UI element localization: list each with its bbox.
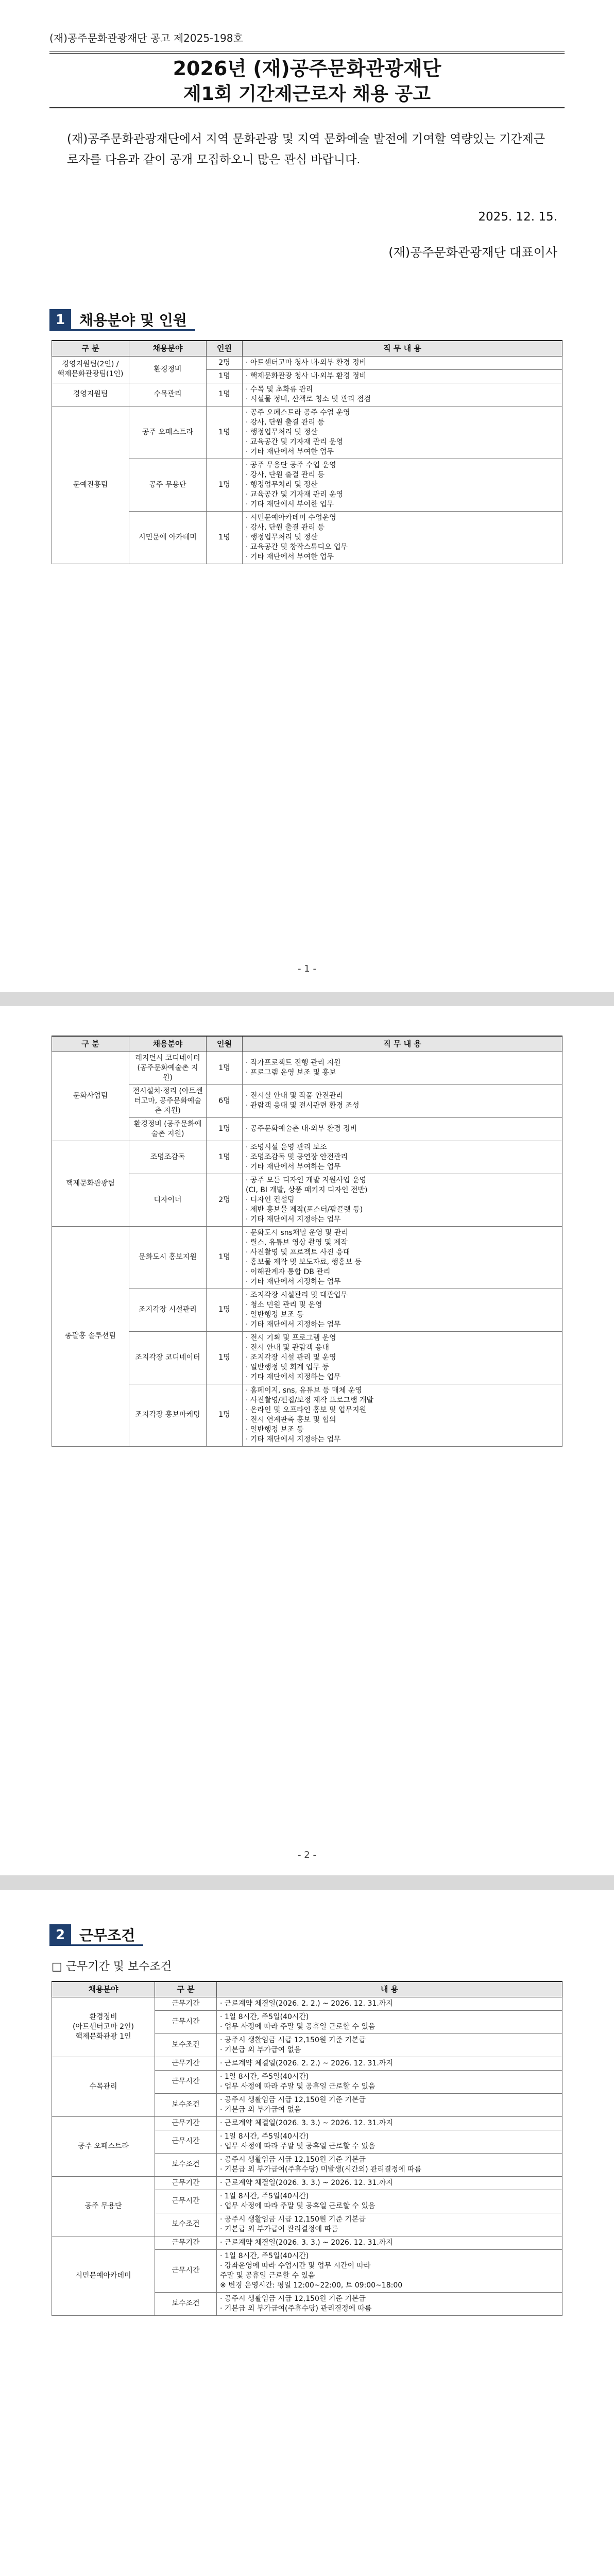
duty-line: · 교육공간 및 기자재 관리 운영 bbox=[246, 437, 343, 446]
table-row bbox=[52, 1997, 562, 2010]
duty-line: · 기타 재단에서 부여한 업무 bbox=[246, 500, 334, 509]
condition-line: · 기본급 외 부가급여(주휴수당) 미발생(시간외) 관리결정에 따름 bbox=[220, 2165, 422, 2174]
field-cell bbox=[129, 1052, 207, 1084]
field-name: 조명조감독 bbox=[150, 1153, 185, 1161]
duty-line: · 기타 재단에서 지정하는 업무 bbox=[246, 1435, 341, 1444]
field-name: 레지던시 코디네이터 (공주문화예술촌 지원) bbox=[135, 1054, 200, 1082]
headcount-cell: 1명 bbox=[207, 383, 243, 406]
field-cell bbox=[129, 1084, 207, 1117]
field-name: 문화도시 홍보지원 bbox=[139, 1253, 197, 1261]
table-row bbox=[52, 1226, 562, 1289]
condition-detail bbox=[217, 2153, 562, 2176]
field-name: 조지각장 시설관리 bbox=[139, 1306, 197, 1314]
field-cell bbox=[52, 2116, 155, 2176]
duty-line: · 공주문화예술촌 내·외부 환경 정비 bbox=[246, 1125, 357, 1133]
headcount-cell: 1명 bbox=[207, 1052, 243, 1084]
condition-line: · 1일 8시간, 주5일(40시간) bbox=[220, 2132, 309, 2141]
duty-cell bbox=[243, 1141, 562, 1174]
duty-cell bbox=[243, 459, 562, 511]
field-cell bbox=[129, 459, 207, 511]
condition-line: · 공주시 생활임금 시급 12,150원 기준 기본급 bbox=[220, 2215, 366, 2224]
duty-line: · 전시 연계판촉 홍보 및 협의 bbox=[246, 1415, 336, 1424]
field-name: 공주 무용단 bbox=[84, 2201, 122, 2210]
headcount-cell: 1명 bbox=[207, 406, 243, 459]
col-header: 채용분야 bbox=[129, 341, 207, 356]
duty-line: · 강사, 단원 출결 관리 등 bbox=[246, 418, 325, 427]
field-cell bbox=[129, 356, 207, 383]
section-1-heading bbox=[49, 309, 195, 331]
duty-cell bbox=[243, 369, 562, 383]
section-number: 2 bbox=[49, 1924, 71, 1946]
field-name: 핵제문화관광팀(1인) bbox=[57, 370, 124, 378]
field-name: 시민문예 아카데미 bbox=[139, 533, 197, 541]
field-name: 수목관리 bbox=[89, 2082, 117, 2091]
duty-line: · 공주 오페스트라 공주 수업 운영 bbox=[246, 408, 350, 417]
table-row bbox=[52, 2116, 562, 2130]
duty-line: · 조명시설 운영 관리 보조 bbox=[246, 1143, 327, 1151]
section-label: 근무조건 bbox=[71, 1924, 143, 1946]
condition-line: · 업무 사정에 따라 주말 및 공휴일 근로할 수 있음 bbox=[220, 2142, 376, 2150]
condition-line: · 근로계약 체결일(2026. 3. 3.) ~ 2026. 12. 31.까지 bbox=[220, 2119, 393, 2127]
duty-line: · 기타 재단에서 지정하는 업무 bbox=[246, 1320, 341, 1329]
condition-detail bbox=[217, 2057, 562, 2070]
condition-line: · 1일 8시간, 주5일(40시간) bbox=[220, 2012, 309, 2021]
page-number: - 2 - bbox=[298, 1850, 316, 1860]
duty-line: · 사진촬영 및 프로젝트 사진 응대 bbox=[246, 1248, 350, 1257]
condition-type: 근무시간 bbox=[155, 2070, 217, 2093]
condition-line: · 업무 사정에 따라 주말 및 공휴일 근로할 수 있음 bbox=[220, 2022, 376, 2031]
condition-type: 근무기간 bbox=[155, 2236, 217, 2249]
duty-line: · 공주 모든 디자인 개발 지원사업 운영 bbox=[246, 1176, 367, 1184]
duty-line: · 디자인 컨설팅 bbox=[246, 1195, 295, 1204]
duty-line: · 시민문예아카데미 수업운영 bbox=[246, 513, 336, 522]
condition-type: 근무기간 bbox=[155, 1997, 217, 2010]
condition-line: · 강좌운영에 따라 수업시간 및 업무 시간이 따라 bbox=[220, 2261, 371, 2270]
condition-detail bbox=[217, 2070, 562, 2093]
duty-line: · 프로그램 운영 보조 및 홍보 bbox=[246, 1069, 336, 1077]
field-cell bbox=[129, 1384, 207, 1446]
duty-cell bbox=[243, 511, 562, 564]
duty-cell bbox=[243, 1289, 562, 1331]
condition-type: 근무기간 bbox=[155, 2057, 217, 2070]
intro-text: (재)공주문화관광재단에서 지역 문화관광 및 지역 문화예술 발전에 기여할 역량있는 기간제근로자를 다음과 같이 공개 모집하오니 많은 관심 바랍니다. bbox=[67, 132, 545, 166]
field-name: 디자이너 bbox=[154, 1195, 182, 1204]
duty-line: · 문화도시 sns채널 운영 및 관리 bbox=[246, 1228, 348, 1237]
recruitment-table-part-2 bbox=[52, 1036, 562, 1447]
condition-line: · 업무 사정에 따라 주말 및 공휴일 근로할 수 있음 bbox=[220, 2201, 376, 2210]
duty-line: · 홈페이지, sns, 유튜브 등 매체 운영 bbox=[246, 1386, 362, 1395]
headcount-cell: 1명 bbox=[207, 1117, 243, 1141]
field-cell bbox=[52, 2236, 155, 2315]
duty-line: · 조명조감독 및 공연장 안전관리 bbox=[246, 1153, 348, 1161]
condition-line: · 기본급 외 부가급여 없음 bbox=[220, 2105, 301, 2114]
condition-type: 근무기간 bbox=[155, 2176, 217, 2190]
duty-line: · 행정업무처리 및 정산 bbox=[246, 428, 318, 436]
condition-detail bbox=[217, 2116, 562, 2130]
duty-line: · 이해관계자 통합 DB 관리 bbox=[246, 1267, 331, 1276]
condition-type: 근무시간 bbox=[155, 2130, 217, 2153]
duty-line: · 기타 재단에서 지정하는 업무 bbox=[246, 1277, 341, 1286]
duty-line: · 기타 재단에서 지정하는 업무 bbox=[246, 1372, 341, 1381]
condition-line: · 기본급 외 부가급여 관리결정에 따름 bbox=[220, 2225, 338, 2233]
duty-cell bbox=[243, 1084, 562, 1117]
headcount-cell: 2명 bbox=[207, 1174, 243, 1226]
table-row bbox=[52, 2236, 562, 2249]
col-header: 채용분야 bbox=[52, 1981, 155, 1997]
notice-date: 2025. 12. 15. bbox=[478, 210, 557, 224]
duty-line: · 기타 재단에서 부여한 업무 bbox=[246, 447, 334, 456]
duty-line: · 시설물 정비, 산책로 청소 및 관리 점검 bbox=[246, 395, 371, 403]
condition-line: · 근로계약 체결일(2026. 3. 3.) ~ 2026. 12. 31.까지 bbox=[220, 2178, 393, 2187]
condition-line: · 공주시 생활임금 시급 12,150원 기준 기본급 bbox=[220, 2294, 366, 2303]
section-number: 1 bbox=[49, 309, 71, 331]
duty-line: · 전시 기획 및 프로그램 운영 bbox=[246, 1333, 336, 1342]
section-2-heading bbox=[49, 1924, 143, 1946]
headcount-cell: 1명 bbox=[207, 1141, 243, 1174]
condition-type: 보수조건 bbox=[155, 2153, 217, 2176]
duty-line: · 강사, 단원 출결 관리 등 bbox=[246, 523, 325, 532]
field-name: (아트센터고마 2인) bbox=[73, 2022, 134, 2031]
condition-detail bbox=[217, 2176, 562, 2190]
field-cell bbox=[129, 383, 207, 406]
duty-line: · 조지각장 시설 관리 및 운영 bbox=[246, 1353, 336, 1362]
field-cell bbox=[52, 1052, 129, 1141]
col-header: 직 무 내 용 bbox=[243, 1036, 562, 1052]
page-separator bbox=[0, 1875, 614, 1890]
condition-type: 보수조건 bbox=[155, 2033, 217, 2057]
field-name: 공주 무용단 bbox=[149, 480, 186, 489]
headcount-cell: 1명 bbox=[207, 369, 243, 383]
field-name: 환경정비 (공주문화예술촌 지원) bbox=[133, 1120, 202, 1138]
field-cell bbox=[52, 406, 129, 564]
field-name: 핵제문화관광팀 bbox=[66, 1179, 115, 1188]
duty-cell bbox=[243, 406, 562, 459]
field-name: 경영지원팀(2인) / bbox=[62, 360, 119, 368]
col-header: 구 분 bbox=[52, 341, 129, 356]
condition-detail bbox=[217, 2249, 562, 2292]
section-label: 채용분야 및 인원 bbox=[71, 309, 195, 331]
duty-line: · 사진촬영/편집/보정 제작 프로그램 개발 bbox=[246, 1396, 374, 1404]
duty-cell bbox=[243, 383, 562, 406]
condition-detail bbox=[217, 2033, 562, 2057]
duty-line: · 관람객 응대 및 전시관련 환경 조성 bbox=[246, 1101, 360, 1110]
col-header: 구 분 bbox=[52, 1036, 129, 1052]
duty-cell bbox=[243, 1331, 562, 1384]
title-line-2: 제1회 기간제근로자 채용 공고 bbox=[183, 83, 431, 105]
condition-line: · 기본급 외 부가급여(주휴수당) 관리결정에 따름 bbox=[220, 2304, 372, 2313]
duty-line: · 행정업무처리 및 정산 bbox=[246, 480, 318, 489]
condition-line: · 1일 8시간, 주5일(40시간) bbox=[220, 2192, 309, 2200]
condition-line: · 1일 8시간, 주5일(40시간) bbox=[220, 2072, 309, 2081]
condition-line: · 업무 사정에 따라 주말 및 공휴일 근로할 수 있음 bbox=[220, 2082, 376, 2091]
field-name: 조지각장 코디네이터 bbox=[135, 1353, 200, 1362]
table-row bbox=[52, 356, 562, 369]
condition-type: 보수조건 bbox=[155, 2292, 217, 2315]
duty-line: · 기타 재단에서 부여하는 업무 bbox=[246, 1162, 341, 1171]
field-cell bbox=[129, 511, 207, 564]
col-header: 인원 bbox=[207, 341, 243, 356]
condition-detail bbox=[217, 1997, 562, 2010]
duty-line: · 수목 및 초화류 관리 bbox=[246, 385, 313, 394]
col-header: 직 무 내 용 bbox=[243, 341, 562, 356]
condition-type: 근무시간 bbox=[155, 2249, 217, 2292]
duty-line: · 홍보물 제작 및 보도자료, 행홍보 등 bbox=[246, 1258, 362, 1266]
table-row bbox=[52, 2176, 562, 2190]
col-header: 채용분야 bbox=[129, 1036, 207, 1052]
recruitment-table-part-1 bbox=[52, 340, 562, 564]
duty-cell bbox=[243, 1117, 562, 1141]
table-row bbox=[52, 1141, 562, 1174]
condition-line: · 공주시 생활임금 시급 12,150원 기준 기본급 bbox=[220, 2095, 366, 2104]
duty-line: · 전시 안내 및 관람객 응대 bbox=[246, 1343, 329, 1352]
condition-detail bbox=[217, 2093, 562, 2116]
field-cell bbox=[52, 1141, 129, 1226]
condition-detail bbox=[217, 2236, 562, 2249]
col-header: 내 용 bbox=[217, 1981, 562, 1997]
condition-detail bbox=[217, 2130, 562, 2153]
field-name: 공주 오페스트라 bbox=[142, 428, 194, 436]
condition-line: · 공주시 생활임금 시급 12,150원 기준 기본급 bbox=[220, 2036, 366, 2044]
headcount-cell: 2명 bbox=[207, 356, 243, 369]
duty-cell bbox=[243, 1226, 562, 1289]
table-row bbox=[52, 406, 562, 459]
field-name: 조지각장 홍보마케팅 bbox=[135, 1411, 200, 1419]
headcount-cell: 1명 bbox=[207, 511, 243, 564]
headcount-cell: 1명 bbox=[207, 459, 243, 511]
field-cell bbox=[129, 406, 207, 459]
condition-type: 보수조건 bbox=[155, 2093, 217, 2116]
field-name: 경영지원팀 bbox=[73, 390, 108, 398]
headcount-cell: 1명 bbox=[207, 1384, 243, 1446]
duty-line: · 기타 재단에서 부여한 업무 bbox=[246, 552, 334, 561]
duty-line: · 기타 재단에서 지정하는 업무 bbox=[246, 1215, 341, 1224]
field-cell bbox=[129, 1141, 207, 1174]
headcount-cell: 1명 bbox=[207, 1226, 243, 1289]
duty-cell bbox=[243, 1384, 562, 1446]
conditions-table-part-1 bbox=[52, 1981, 562, 2316]
duty-cell bbox=[243, 1052, 562, 1084]
duty-line: · 제반 홍보물 제작(포스터/팜플렛 등) bbox=[246, 1205, 363, 1214]
signer: (재)공주문화관광재단 대표이사 bbox=[388, 245, 557, 260]
duty-line: · 아트센터고마 청사 내·외부 환경 정비 bbox=[246, 358, 367, 367]
field-name: 환경정비 bbox=[154, 365, 182, 374]
duty-line: · 강사, 단원 출결 관리 등 bbox=[246, 470, 325, 479]
field-cell bbox=[52, 356, 129, 383]
field-cell bbox=[52, 1997, 155, 2057]
duty-line: · 핵제문화관광 청사 내·외부 환경 정비 bbox=[246, 371, 367, 380]
duty-line: · 교육공간 및 창작스튜디오 업무 bbox=[246, 543, 348, 551]
field-name: 시민문예아카데미 bbox=[75, 2271, 131, 2280]
field-cell bbox=[52, 2176, 155, 2236]
duty-line: · 일반행정 보조 등 bbox=[246, 1425, 304, 1434]
field-name: 수목관리 bbox=[154, 390, 182, 398]
field-name: 문예진흥팀 bbox=[73, 480, 108, 489]
duty-line: (CI, BI 개발, 상품 패키지 디자인 전반) bbox=[246, 1185, 368, 1194]
duty-line: · 일반행정 및 회계 업무 등 bbox=[246, 1363, 329, 1371]
duty-cell bbox=[243, 1174, 562, 1226]
title-box bbox=[49, 52, 565, 109]
condition-detail bbox=[217, 2292, 562, 2315]
condition-type: 근무시간 bbox=[155, 2010, 217, 2033]
duty-line: · 전시실 안내 및 작품 안전관리 bbox=[246, 1092, 343, 1100]
duty-line: · 일반행정 보조 등 bbox=[246, 1310, 304, 1319]
field-cell bbox=[129, 1226, 207, 1289]
condition-line: · 공주시 생활임금 시급 12,150원 기준 기본급 bbox=[220, 2155, 366, 2164]
field-name: 전시설치·정리 (아트센터고마, 공주문화예술촌 지원) bbox=[132, 1087, 203, 1115]
field-name: 문화사업팀 bbox=[73, 1092, 108, 1100]
title-line-1: 2026년 (재)공주문화관광재단 bbox=[173, 57, 441, 80]
table-row bbox=[52, 2057, 562, 2070]
field-cell bbox=[52, 1226, 129, 1446]
duty-line: · 조지각장 시설관리 및 대관업무 bbox=[246, 1291, 348, 1299]
condition-line: · 근로계약 체결일(2026. 2. 2.) ~ 2026. 12. 31.까지 bbox=[220, 2059, 393, 2067]
headcount-cell: 1명 bbox=[207, 1289, 243, 1331]
col-header: 인원 bbox=[207, 1036, 243, 1052]
condition-line: ※ 변경 운영시간: 평일 12:00~22:00, 토 09:00~18:00 bbox=[220, 2281, 403, 2290]
document-number: (재)공주문화관광재단 공고 제2025-198호 bbox=[49, 32, 243, 44]
duty-line: · 온라인 및 오프라인 홍보 및 업무지원 bbox=[246, 1405, 367, 1414]
duty-line: · 작가프로젝트 진행 관리 지원 bbox=[246, 1059, 341, 1067]
table-row bbox=[52, 1052, 562, 1084]
field-cell bbox=[129, 1174, 207, 1226]
headcount-cell: 6명 bbox=[207, 1084, 243, 1117]
duty-line: · 교육공간 및 기자재 관리 운영 bbox=[246, 490, 343, 499]
condition-type: 근무시간 bbox=[155, 2190, 217, 2213]
condition-detail bbox=[217, 2010, 562, 2033]
field-name: 총괄홍 솔루션팀 bbox=[64, 1332, 116, 1340]
field-cell bbox=[52, 383, 129, 406]
condition-line: · 1일 8시간, 주5일(40시간) bbox=[220, 2251, 309, 2260]
condition-line: 주말 및 공휴일 근로할 수 있음 bbox=[220, 2271, 315, 2280]
duty-line: · 공주 무용단 공주 수업 운영 bbox=[246, 461, 336, 469]
duty-line: · 청소 민원 관리 및 운영 bbox=[246, 1300, 322, 1309]
duty-line: · 행정업무처리 및 정산 bbox=[246, 533, 318, 541]
field-cell bbox=[129, 1289, 207, 1331]
sub-heading: □ 근무기간 및 보수조건 bbox=[52, 1960, 172, 1973]
condition-type: 보수조건 bbox=[155, 2213, 217, 2236]
condition-detail bbox=[217, 2190, 562, 2213]
condition-line: · 근로계약 체결일(2026. 3. 3.) ~ 2026. 12. 31.까지 bbox=[220, 2238, 393, 2247]
duty-line: · 릴스, 유튜브 영상 촬영 및 제작 bbox=[246, 1238, 348, 1247]
headcount-cell: 1명 bbox=[207, 1331, 243, 1384]
page-number: - 1 - bbox=[298, 963, 316, 974]
condition-type: 근무기간 bbox=[155, 2116, 217, 2130]
table-row bbox=[52, 383, 562, 406]
field-cell bbox=[52, 2057, 155, 2116]
field-cell bbox=[129, 1117, 207, 1141]
field-cell bbox=[129, 1331, 207, 1384]
field-name: 핵제문화관광 1인 bbox=[75, 2032, 131, 2041]
duty-cell bbox=[243, 356, 562, 369]
condition-line: · 근로계약 체결일(2026. 2. 2.) ~ 2026. 12. 31.까지 bbox=[220, 1999, 393, 2008]
col-header: 구 분 bbox=[155, 1981, 217, 1997]
condition-line: · 기본급 외 부가급여 없음 bbox=[220, 2045, 301, 2054]
page-separator bbox=[0, 992, 614, 1006]
condition-detail bbox=[217, 2213, 562, 2236]
field-name: 환경정비 bbox=[89, 2012, 117, 2021]
field-name: 공주 오페스트라 bbox=[77, 2142, 129, 2150]
